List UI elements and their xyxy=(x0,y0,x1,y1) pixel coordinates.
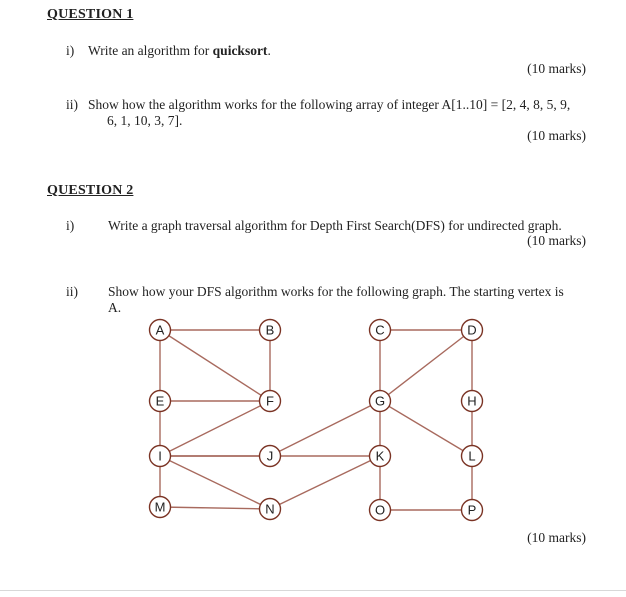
edge-G-J xyxy=(270,401,380,456)
node-K-label: K xyxy=(375,448,385,464)
node-L xyxy=(462,446,483,467)
page-bottom-divider xyxy=(0,590,626,591)
edge-M-N xyxy=(160,507,270,509)
node-A-label: A xyxy=(155,322,165,338)
node-F-label: F xyxy=(266,393,274,409)
q2-part-ii-line1: Show how your DFS algorithm works for the following graph. The starting vertex is xyxy=(108,284,564,299)
node-E-label: E xyxy=(155,393,165,409)
q1-part-ii-line2: 6, 1, 10, 3, 7]. xyxy=(107,113,183,128)
node-C xyxy=(370,320,391,341)
node-A xyxy=(150,320,171,341)
q1-part-i-text-c: . xyxy=(267,43,271,58)
node-E xyxy=(150,391,171,412)
node-O xyxy=(370,500,391,521)
node-M xyxy=(150,497,171,518)
graph-edges xyxy=(160,330,472,510)
node-L-label: L xyxy=(468,448,476,464)
node-B xyxy=(260,320,281,341)
q2-part-ii-number: ii) xyxy=(66,284,78,299)
edge-A-F xyxy=(160,330,270,401)
node-P xyxy=(462,500,483,521)
node-P-label: P xyxy=(467,502,477,518)
edge-K-N xyxy=(270,456,380,509)
q1-part-i-text-a: Write an algorithm for xyxy=(88,43,213,58)
node-H xyxy=(462,391,483,412)
node-I xyxy=(150,446,171,467)
node-O-label: O xyxy=(374,502,386,518)
node-I-label: I xyxy=(158,448,162,464)
q1-part-i-marks: (10 marks) xyxy=(527,61,586,76)
graph-nodes xyxy=(150,320,483,521)
question-1-heading: QUESTION 1 xyxy=(47,7,134,22)
edge-I-N xyxy=(160,456,270,509)
q1-part-i-keyword: quicksort xyxy=(212,43,268,58)
node-B-label: B xyxy=(265,322,275,338)
q2-part-ii-line2: A. xyxy=(108,300,122,315)
q2-part-i-number: i) xyxy=(66,218,75,233)
node-D-label: D xyxy=(467,322,477,338)
question-2-heading: QUESTION 2 xyxy=(47,183,134,198)
node-J-label: J xyxy=(266,448,274,464)
q1-part-ii-marks: (10 marks) xyxy=(527,128,586,143)
node-J xyxy=(260,446,281,467)
node-C-label: C xyxy=(375,322,385,338)
node-G-label: G xyxy=(374,393,386,409)
edge-F-I xyxy=(160,401,270,456)
node-H-label: H xyxy=(467,393,477,409)
q2-part-i-text: Write a graph traversal algorithm for Depth First Search(DFS) for undirected graph. xyxy=(108,218,562,233)
node-F xyxy=(260,391,281,412)
q2-part-i-marks: (10 marks) xyxy=(527,233,586,248)
node-K xyxy=(370,446,391,467)
edge-G-L xyxy=(380,401,472,456)
q1-part-ii-number: ii) xyxy=(66,97,78,112)
q2-part-ii-marks: (10 marks) xyxy=(527,530,586,545)
node-N-label: N xyxy=(265,501,275,517)
node-N xyxy=(260,499,281,520)
edge-D-G xyxy=(380,330,472,401)
q1-part-i-number: i) xyxy=(66,43,75,58)
node-D xyxy=(462,320,483,341)
node-M-label: M xyxy=(154,499,166,515)
q1-part-ii-line1: Show how the algorithm works for the following array of integer A[1..10] = [2, 4, 8, 5, 9, xyxy=(88,97,571,112)
node-G xyxy=(370,391,391,412)
